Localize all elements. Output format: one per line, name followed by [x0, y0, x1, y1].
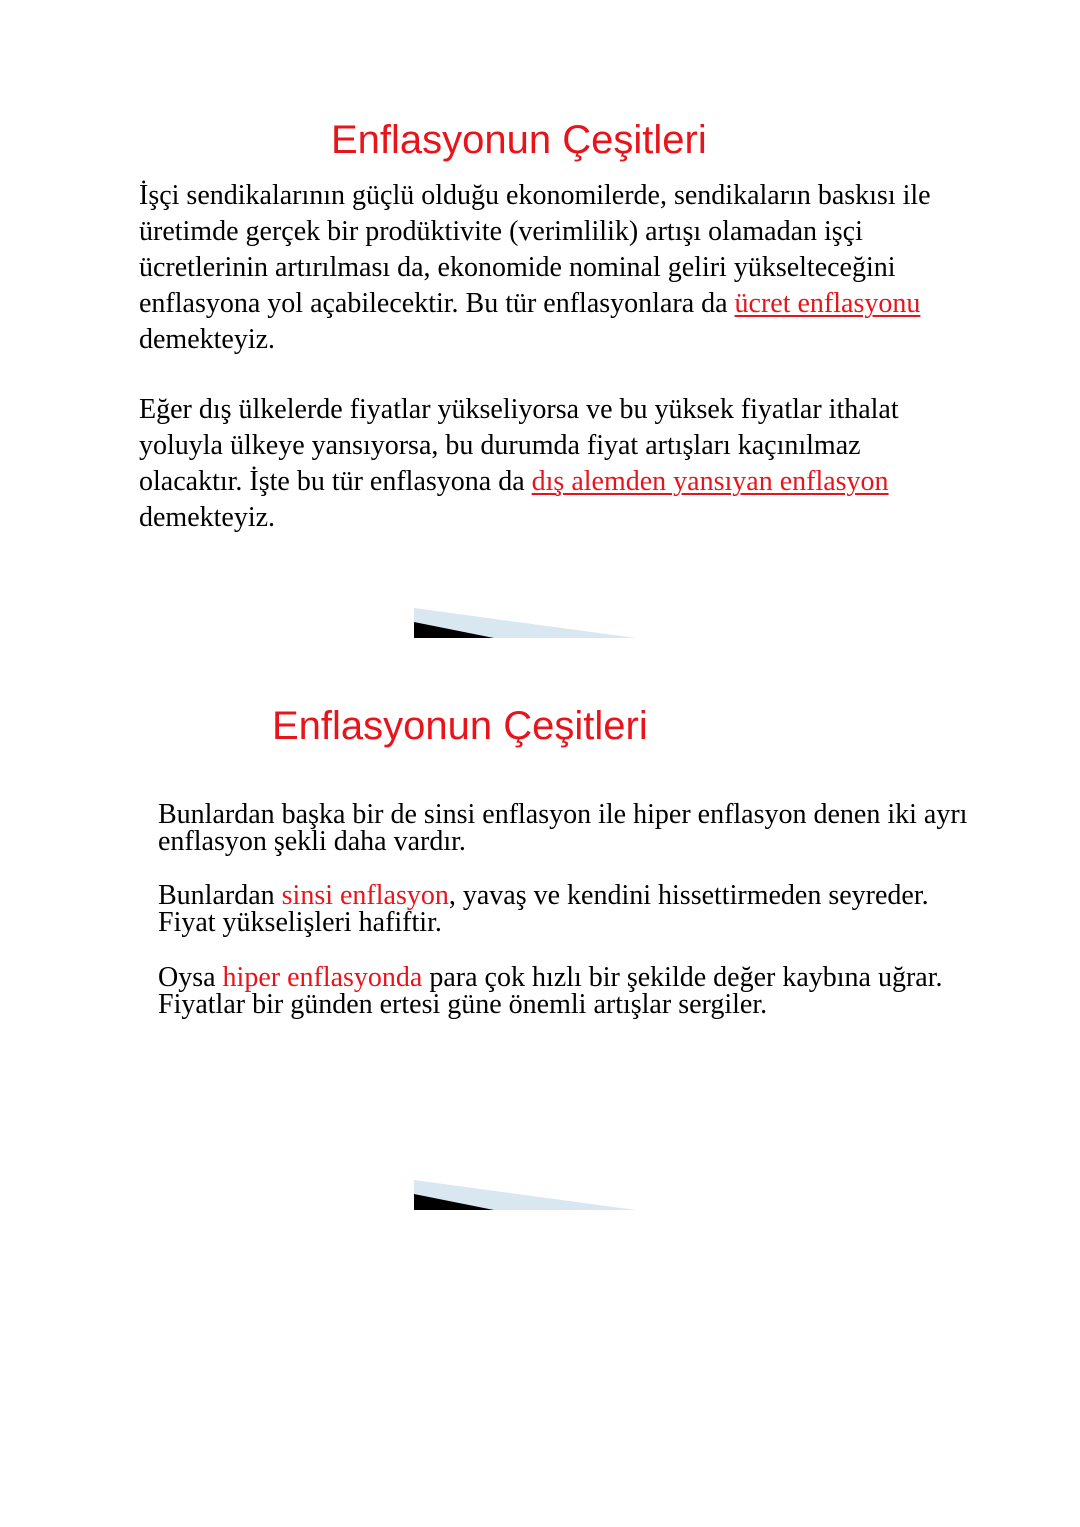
slide-1-title: Enflasyonun Çeşitleri — [331, 118, 707, 162]
text-line: üretimde gerçek bir prodüktivite (verimlilik) artışı olamadan işçi — [139, 216, 863, 247]
text-line: enflasyona yol açabilecektir. Bu tür enflasyonlara da — [139, 288, 735, 319]
wage-inflation-paragraph — [139, 178, 931, 358]
text-line: ücretlerinin artırılması da, ekonomide nominal geliri yükselteceğini — [139, 252, 896, 283]
text-line: Fiyat yükselişleri hafiftir. — [158, 907, 442, 938]
hyperinflation-highlight: hiper enflasyonda — [222, 962, 423, 993]
text-line: para çok hızlı bir şekilde değer kaybına uğrar. — [422, 962, 943, 993]
text-line: yoluyla ülkeye yansıyorsa, bu durumda fiyat artışları kaçınılmaz — [139, 430, 861, 461]
slide-divider-decoration — [414, 1178, 636, 1210]
wage-inflation-link[interactable]: ücret enflasyonu — [734, 288, 921, 319]
imported-inflation-paragraph — [139, 392, 899, 536]
text-line: Bunlardan — [158, 880, 282, 911]
text-line: İşçi sendikalarının güçlü olduğu ekonomilerde, sendikaların baskısı ile — [139, 180, 931, 211]
inflation-types-paragraph — [158, 801, 967, 855]
text-line: olacaktır. İşte bu tür enflasyona da — [139, 466, 532, 497]
text-line: demekteyiz. — [139, 502, 276, 533]
slide-divider-decoration — [414, 606, 636, 638]
imported-inflation-link[interactable]: dış alemden yansıyan enflasyon — [531, 466, 889, 497]
slide-2 — [0, 660, 1080, 1220]
creeping-inflation-paragraph — [158, 882, 929, 936]
text-line: demekteyiz. — [139, 324, 276, 355]
hyperinflation-paragraph — [158, 964, 943, 1018]
creeping-inflation-highlight: sinsi enflasyon — [281, 880, 449, 911]
text-line: Fiyatlar bir günden ertesi güne önemli artışlar sergiler. — [158, 989, 768, 1020]
slide-2-title: Enflasyonun Çeşitleri — [272, 704, 648, 748]
text-line: Eğer dış ülkelerde fiyatlar yükseliyorsa ve bu yüksek fiyatlar ithalat — [139, 394, 899, 425]
text-line: Bunlardan başka bir de sinsi enflasyon ile hiper enflasyon denen iki ayrı — [158, 799, 968, 830]
text-line: Oysa — [158, 962, 223, 993]
text-line: enflasyon şekli daha vardır. — [158, 826, 466, 857]
text-line: , yavaş ve kendini hissettirmeden seyreder. — [448, 880, 929, 911]
slide-1 — [0, 0, 1080, 640]
